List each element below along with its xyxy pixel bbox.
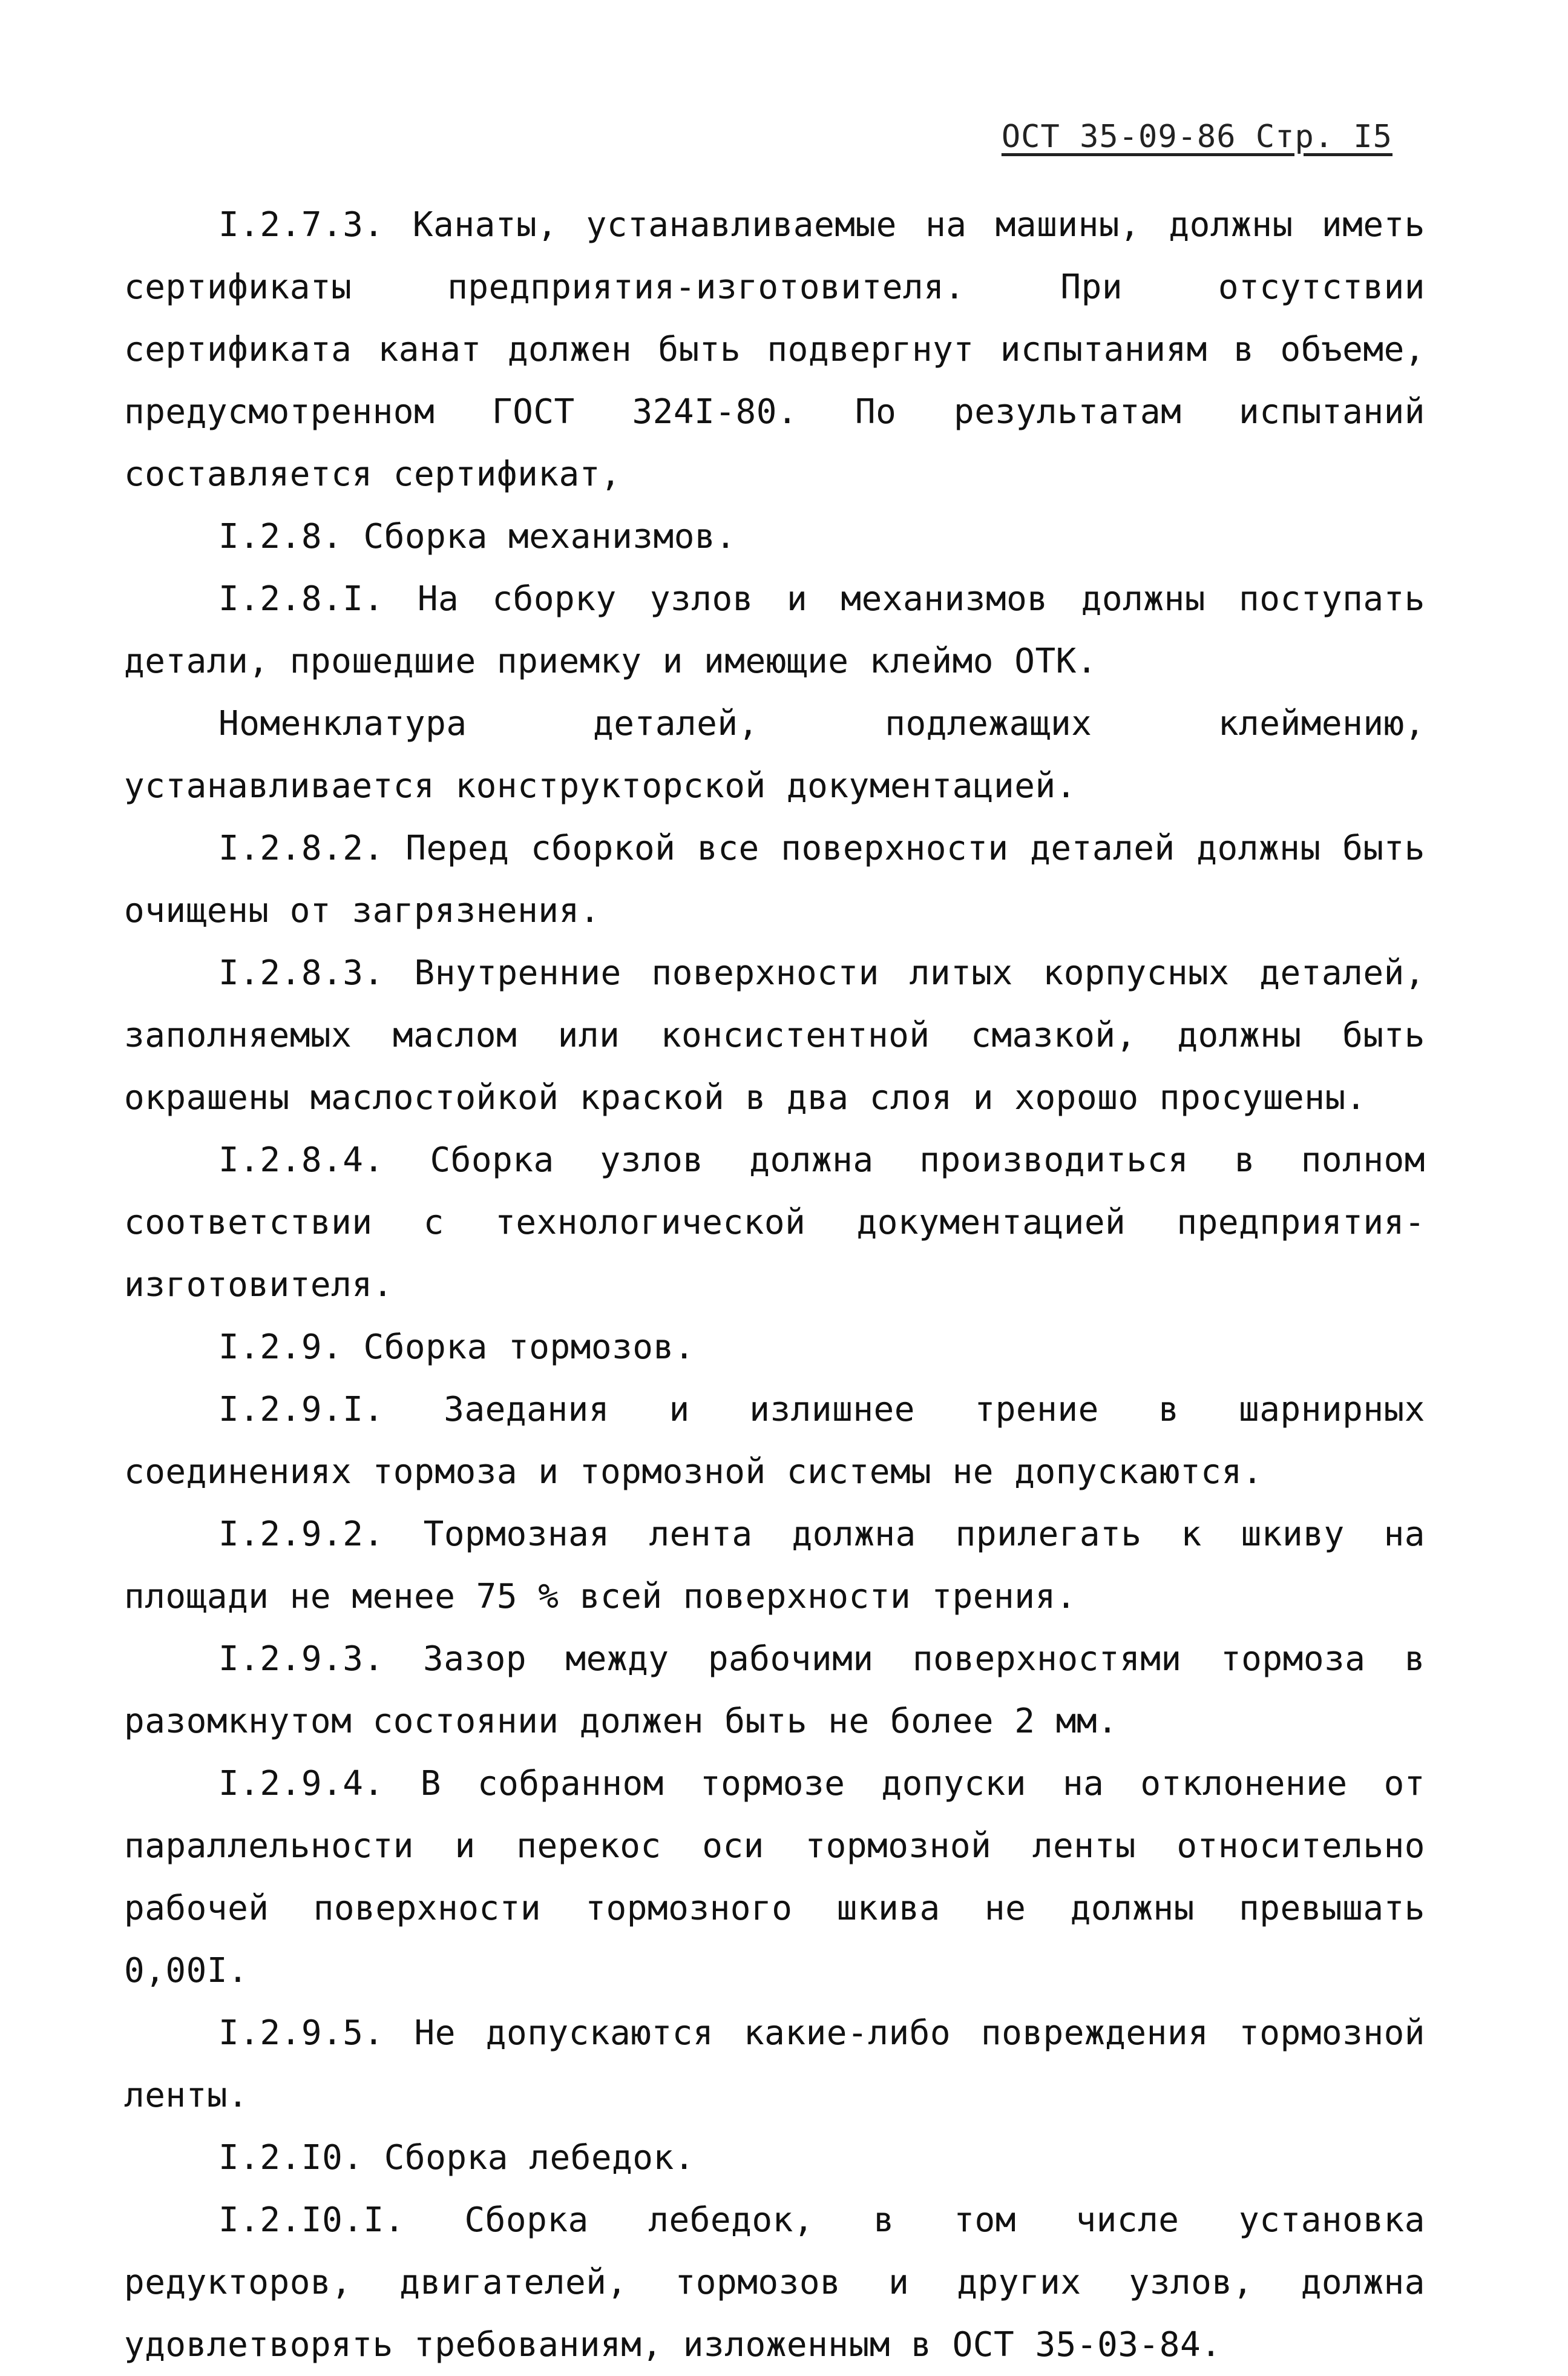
paragraph-1-2-9-1: I.2.9.I. Заедания и излишнее трение в шарнирных соединениях тормоза и тормозной системы не допускаются.	[124, 1390, 1425, 1492]
paragraph-1-2-8-1: I.2.8.I. На сборку узлов и механизмов должны поступать детали, прошедшие приемку и имеющие клеймо ОТК.	[124, 579, 1425, 681]
paragraph-1-2-10-1: I.2.I0.I. Сборка лебедок, в том числе установка редукторов, двигателей, тормозов и других узлов, должна удовлетворять требованиям, изложенным в ОСТ 35-03-84.	[124, 2200, 1425, 2364]
paragraph-1-2-9-5: I.2.9.5. Не допускаются какие-либо повреждения тормозной ленты.	[124, 2013, 1425, 2115]
paragraph-1-2-8-4: I.2.8.4. Сборка узлов должна производиться в полном соответствии с технологической документацией предприятия-изготовителя.	[124, 1140, 1425, 1305]
paragraph-1-2-7-3: I.2.7.3. Канаты, устанавливаемые на машины, должны иметь сертификаты предприятия-изготовителя. При отсутствии сертификата канат должен быть подвергнут испытаниям в объеме, предусмотренном ГОСТ 324I-80. По результатам испытаний составляется сертификат,	[124, 205, 1425, 494]
section-heading-1-2-8: I.2.8. Сборка механизмов.	[218, 517, 736, 556]
paragraph-nomenclature: Номенклатура деталей, подлежащих клеймению, устанавливается конструкторской документацией.	[124, 704, 1425, 806]
paragraph-1-2-9-4: I.2.9.4. В собранном тормозе допуски на отклонение от параллельности и перекос оси тормозной ленты относительно рабочей поверхности тормозного шкива не должны превышать 0,00I.	[124, 1764, 1425, 1990]
section-heading-1-2-9: I.2.9. Сборка тормозов.	[218, 1328, 695, 1367]
page-header: ОСТ 35-09-86 Стр. I5	[1001, 119, 1393, 155]
paragraph-1-2-9-2: I.2.9.2. Тормозная лента должна прилегать к шкиву на площади не менее 75 % всей поверхности трения.	[124, 1515, 1425, 1616]
section-heading-1-2-10: I.2.I0. Сборка лебедок.	[218, 2138, 695, 2177]
paragraph-1-2-8-2: I.2.8.2. Перед сборкой все поверхности деталей должны быть очищены от загрязнения.	[124, 829, 1425, 930]
document-body	[124, 194, 1425, 2376]
paragraph-1-2-9-3: I.2.9.3. Зазор между рабочими поверхностями тормоза в разомкнутом состоянии должен быть не более 2 мм.	[124, 1639, 1425, 1741]
paragraph-1-2-8-3: I.2.8.3. Внутренние поверхности литых корпусных деталей, заполняемых маслом или консистентной смазкой, должны быть окрашены маслостойкой краской в два слоя и хорошо просушены.	[124, 953, 1425, 1117]
